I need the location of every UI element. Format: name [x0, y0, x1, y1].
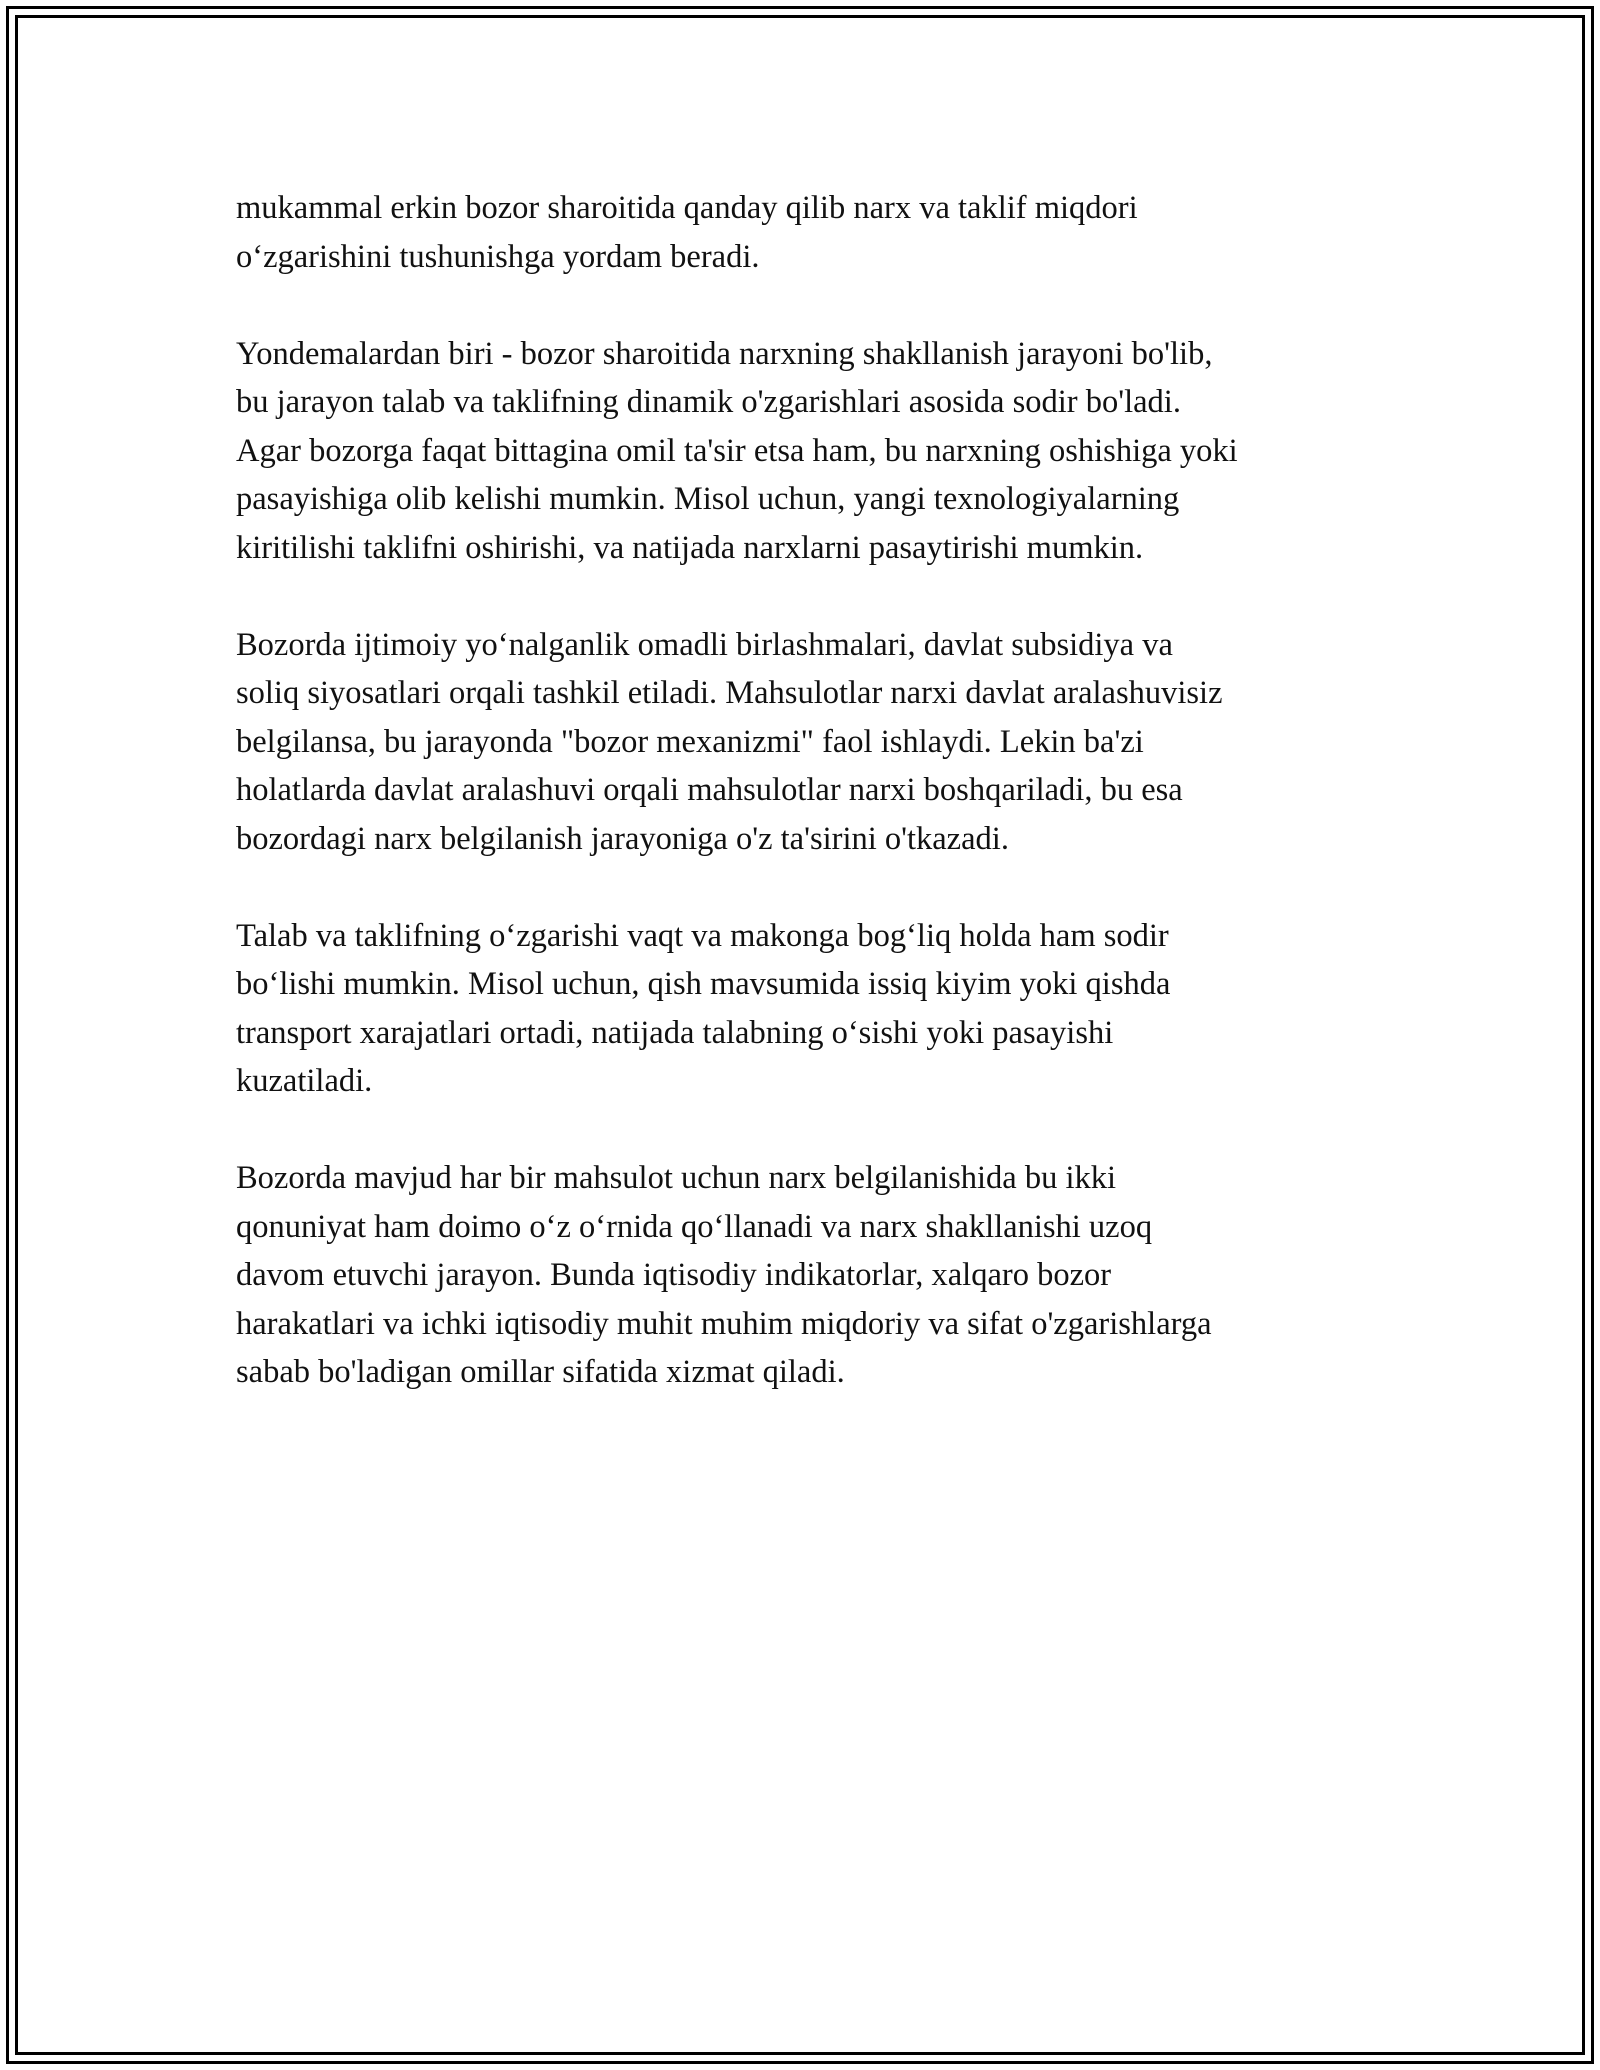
- paragraph-4: Talab va taklifning o‘zgarishi vaqt va makonga bog‘liq holda ham sodir bo‘lishi mumkin. Misol uchun, qish mavsumida issiq kiyim yoki qishda transport xarajatlari ortadi, natijada talabning o‘sishi yoki pasayishi kuzatiladi.: [236, 917, 1171, 1099]
- paragraph-5: Bozorda mavjud har bir mahsulot uchun narx belgilanishida bu ikki qonuniyat ham doimo o‘z o‘rnida qo‘llanadi va narx shakllanishi uzoq davom etuvchi jarayon. Bunda iqtisodiy indikatorlar, xalqaro bozor harakatlari va ichki iqtisodiy muhit muhim miqdoriy va sifat o'zgarishlarga sabab bo'ladigan omillar sifatida xizmat qiladi.: [236, 1160, 1212, 1390]
- paragraph-1: mukammal erkin bozor sharoitida qanday qilib narx va taklif miqdori o‘zgarishini tushunishga yordam beradi.: [236, 190, 1138, 275]
- paragraph-3: Bozorda ijtimoiy yo‘nalganlik omadli birlashmalari, davlat subsidiya va soliq siyosatlari orqali tashkil etiladi. Mahsulotlar narxi davlat aralashuvisiz belgilansa, bu jarayonda "bozor mexanizmi" faol ishlaydi. Lekin ba'zi holatlarda davlat aralashuvi orqali mahsulotlar narxi boshqariladi, bu esa bozordagi narx belgilanish jarayoniga o'z ta'sirini o'tkazadi.: [236, 626, 1223, 857]
- paragraph-2: Yondemalardan biri - bozor sharoitida narxning shakllanish jarayoni bo'lib, bu jarayon talab va taklifning dinamik o'zgarishlari asosida sodir bo'ladi. Agar bozorga faqat bittagina omil ta'sir etsa ham, bu narxning oshishiga yoki pasayishiga olib kelishi mumkin. Misol uchun, yangi texnologiyalarning kiritilishi taklifni oshirishi, va natijada narxlarni pasaytirishi mumkin.: [236, 335, 1238, 566]
- document-body: [236, 184, 1386, 1445]
